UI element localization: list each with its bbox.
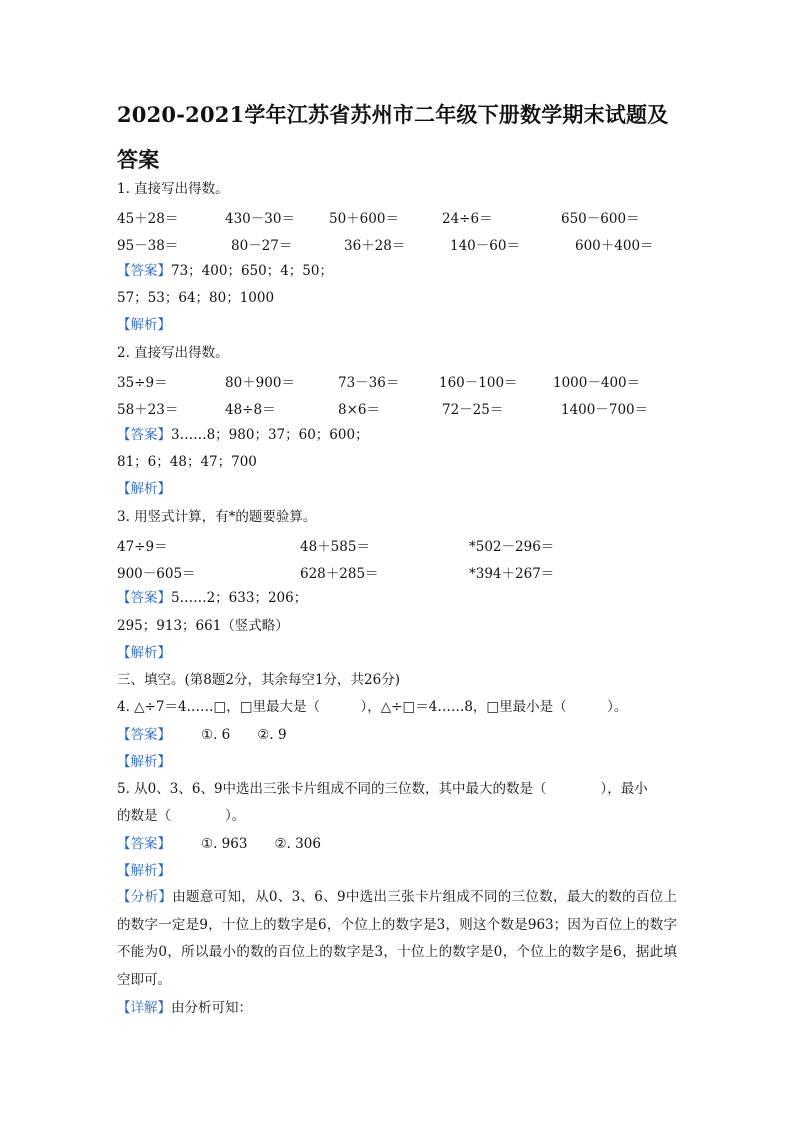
answer-label: 【答案】 xyxy=(117,427,171,443)
q1-item: 80－27＝ xyxy=(231,238,293,254)
q2-answer: 3……8；980；37；60；600； xyxy=(171,427,369,443)
q4-prompt: 4. △÷7＝4……□，□里最大是（ ），△÷□＝4……8，□里最小是（ ）。 xyxy=(117,699,628,715)
q2-item: 160－100＝ xyxy=(439,375,518,391)
q1-row1 xyxy=(117,207,677,225)
q2-item: 1400－700＝ xyxy=(561,402,649,418)
answer-label: 【答案】 xyxy=(117,836,171,852)
q2-item: 72－25＝ xyxy=(442,402,504,418)
q1-row2 xyxy=(117,234,677,252)
q5-prompt-cont: 的数是（ ）。 xyxy=(117,808,246,824)
q1-item: 36＋28＝ xyxy=(344,238,406,254)
q2-item: 48÷8＝ xyxy=(225,402,276,418)
q4-answer: ①. 6 ②. 9 xyxy=(201,727,287,743)
analysis-label: 【解析】 xyxy=(117,863,171,879)
q1-item: 600＋400＝ xyxy=(575,238,654,254)
q5-prompt: 5. 从0、3、6、9中选出三张卡片组成不同的三位数，其中最大的数是（ ），最小 xyxy=(117,781,648,797)
q4-answer-line xyxy=(117,726,287,744)
q2-prompt: 2. 直接写出得数。 xyxy=(117,345,229,361)
q1-answer-line xyxy=(117,262,333,280)
q1-item: 430－30＝ xyxy=(225,211,295,227)
fenxi-label: 【分析】 xyxy=(117,889,173,905)
q2-item: 35÷9＝ xyxy=(117,375,168,391)
q2-item: 8×6＝ xyxy=(338,402,380,418)
q1-answer-cont: 57；53；64；80；1000 xyxy=(117,290,275,306)
q3-answer-cont: 295；913；661（竖式略） xyxy=(117,618,289,634)
q3-answer-line xyxy=(117,589,307,607)
xiangjie-label: 【详解】 xyxy=(117,1000,171,1016)
q3-item: 48＋585＝ xyxy=(300,539,370,555)
q1-item: 140－60＝ xyxy=(450,238,520,254)
q3-row2 xyxy=(117,562,677,580)
q2-item: 73－36＝ xyxy=(338,375,400,391)
analysis-label: 【解析】 xyxy=(117,754,171,770)
q1-item: 45＋28＝ xyxy=(117,211,179,227)
q3-item: 628＋285＝ xyxy=(300,566,379,582)
q5-answer: ①. 963 ②. 306 xyxy=(201,836,321,852)
q2-item: 80＋900＝ xyxy=(225,375,295,391)
q2-row1 xyxy=(117,371,677,389)
analysis-label: 【解析】 xyxy=(117,317,171,333)
q1-item: 24÷6＝ xyxy=(442,211,493,227)
q3-answer: 5……2；633；206； xyxy=(171,590,308,606)
q5-detail-line xyxy=(117,999,252,1017)
q2-answer-cont: 81；6；48；47；700 xyxy=(117,454,257,470)
q1-answer: 73；400；650；4；50； xyxy=(171,263,333,279)
q3-item: 47÷9＝ xyxy=(117,539,168,555)
analysis-label: 【解析】 xyxy=(117,481,171,497)
q2-item: 58＋23＝ xyxy=(117,402,179,418)
answer-label: 【答案】 xyxy=(117,590,171,606)
analysis-label: 【解析】 xyxy=(117,645,171,661)
q3-item: *502－296＝ xyxy=(469,539,555,555)
q2-answer-line xyxy=(117,426,369,444)
q3-item: *394＋267＝ xyxy=(469,566,555,582)
answer-label: 【答案】 xyxy=(117,727,171,743)
q3-prompt: 3. 用竖式计算，有*的题要验算。 xyxy=(117,509,317,525)
q2-item: 1000－400＝ xyxy=(553,375,641,391)
q5-analysis xyxy=(117,884,677,994)
section-heading: 三、填空。(第8题2分，其余每空1分，共26分) xyxy=(117,672,400,688)
q1-item: 50＋600＝ xyxy=(329,211,399,227)
q1-item: 95－38＝ xyxy=(117,238,179,254)
q5-answer-line xyxy=(117,835,321,853)
q5-detail: 由分析可知： xyxy=(171,1000,252,1016)
answer-label: 【答案】 xyxy=(117,263,171,279)
page-title: 2020-2021学年江苏省苏州市二年级下册数学期末试题及答案 xyxy=(117,102,669,172)
q1-prompt: 1. 直接写出得数。 xyxy=(117,181,229,197)
q5-analysis-text: 由题意可知，从0、3、6、9中选出三张卡片组成不同的三位数，最大的数的百位上的数字一定是9，十位上的数字是6，个位上的数字是3，则这个数是963；因为百位上的数字不能为0，所以最小的数的百位上的数字是3，十位上的数字是0，个位上的数字是6，据此填空即可。 xyxy=(117,889,677,988)
q3-row1 xyxy=(117,535,677,553)
q1-item: 650－600＝ xyxy=(561,211,640,227)
q2-row2 xyxy=(117,398,677,416)
q3-item: 900－605＝ xyxy=(117,566,196,582)
